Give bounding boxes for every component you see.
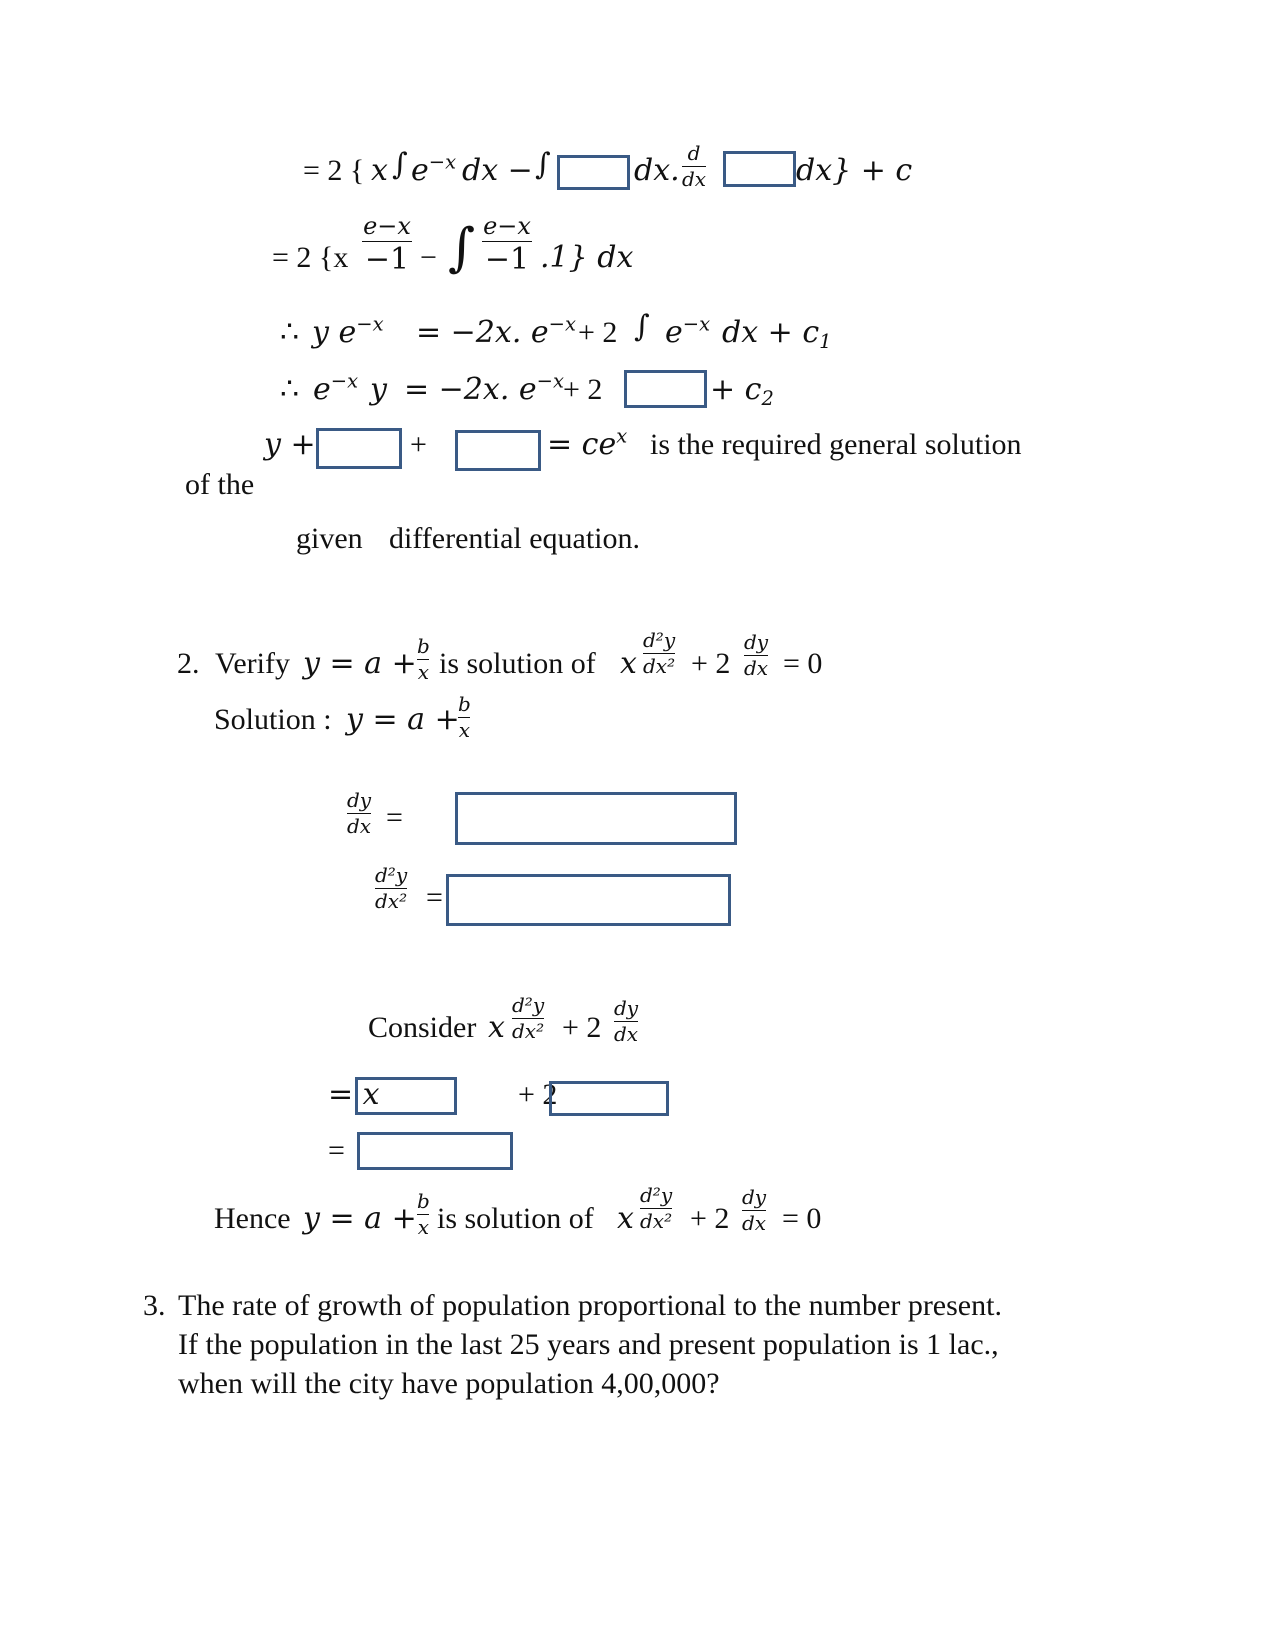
line4-rhs1 xyxy=(404,369,564,407)
solution-label: Solution : xyxy=(214,703,332,736)
first-derivative xyxy=(742,1187,766,1234)
line3-e xyxy=(665,312,711,350)
fraction-numerator: e−x xyxy=(483,212,531,240)
exp-power: −x xyxy=(428,150,457,174)
fraction-denominator: x xyxy=(417,1215,430,1239)
integral-sign: ∫ xyxy=(535,147,551,182)
line3-plus2: + 2 xyxy=(578,316,618,349)
fraction-denominator: x xyxy=(417,660,430,684)
fraction xyxy=(458,694,471,741)
therefore-symbol: ∴ xyxy=(280,316,300,349)
y-equals: y = a + xyxy=(303,1201,417,1236)
answer-box[interactable] xyxy=(455,430,541,471)
answer-box[interactable] xyxy=(355,1077,457,1115)
given-text: given xyxy=(296,522,363,555)
hence-text: Hence xyxy=(214,1202,291,1235)
exp-base: e xyxy=(411,153,429,188)
verify-text: Verify xyxy=(215,647,290,680)
exp-base: e xyxy=(665,315,683,350)
integral-sign: ∫ xyxy=(634,309,650,344)
line2-tail: .1} dx xyxy=(540,240,634,275)
fraction-denominator: dx xyxy=(682,167,707,191)
line1-lead: = 2 { xyxy=(303,154,365,187)
integral-sign: ∫ xyxy=(448,218,476,278)
fraction-denominator: dx² xyxy=(375,889,408,913)
line1-x: x xyxy=(371,153,388,188)
general-solution-text: is the required general solution xyxy=(650,428,1022,461)
first-derivative xyxy=(614,998,638,1045)
line5-rhs xyxy=(547,424,628,462)
fraction-numerator: d xyxy=(687,141,701,165)
line4-plus2: + 2 xyxy=(563,373,603,406)
plus-two: + 2 xyxy=(691,647,731,680)
line2-lead: = 2 {x xyxy=(272,241,349,274)
line3-rhs1 xyxy=(416,312,576,350)
fraction-numerator: b xyxy=(458,692,471,716)
fraction-denominator: x xyxy=(458,718,471,742)
minus-sign: − xyxy=(420,241,437,274)
exp-power: −x xyxy=(682,312,711,336)
fraction-denominator: dx² xyxy=(512,1019,545,1043)
first-derivative xyxy=(744,632,768,679)
fraction-denominator: dx xyxy=(744,656,769,680)
exp-power: −x xyxy=(356,312,384,336)
exp-base: e xyxy=(313,372,331,407)
fraction xyxy=(417,636,430,683)
line4-constant xyxy=(710,372,774,410)
answer-box[interactable] xyxy=(557,155,630,190)
exp-power: −x xyxy=(330,369,359,393)
line1-e xyxy=(411,150,457,188)
line1-tail: dx} + c xyxy=(796,153,913,188)
equals-x: = x xyxy=(328,1077,380,1112)
plus-sign: + xyxy=(410,428,427,461)
plus-two: + 2 xyxy=(562,1011,602,1044)
fraction-numerator: dy xyxy=(744,630,769,654)
second-derivative xyxy=(375,865,407,912)
derivative-operator xyxy=(682,143,706,190)
x-var: x xyxy=(488,1010,505,1045)
fraction-denominator: dx² xyxy=(640,1209,673,1233)
fraction-denominator: dx² xyxy=(643,654,676,678)
rhs-text: dx + c xyxy=(722,315,820,350)
fraction-numerator: d²y xyxy=(640,1183,673,1207)
is-solution-text: is solution of xyxy=(439,647,596,680)
plus-two: + 2 xyxy=(518,1078,558,1111)
question-text-line-2: If the population in the last 25 years and present population is 1 lac., xyxy=(178,1328,999,1361)
line1-dx: dx − xyxy=(462,153,533,188)
solution-y: y = a + xyxy=(346,702,460,737)
x-var: x xyxy=(617,1201,634,1236)
equals-sign: = xyxy=(328,1134,345,1167)
fraction-denominator: dx xyxy=(614,1022,639,1046)
rhs-text: = −2x. e xyxy=(416,315,549,350)
is-solution-text: is solution of xyxy=(437,1202,594,1235)
fraction-numerator: b xyxy=(417,1189,430,1213)
fraction-numerator: e−x xyxy=(363,212,411,240)
of-the-text: of the xyxy=(185,468,255,501)
rhs-text: = ce xyxy=(547,427,617,462)
x-var: x xyxy=(620,646,637,681)
fraction-numerator: d²y xyxy=(512,993,545,1017)
line3-constant xyxy=(722,315,832,353)
line5-y-plus: y + xyxy=(264,427,316,462)
rhs-text: = −2x. e xyxy=(404,372,537,407)
exp-power: −x xyxy=(536,369,564,393)
fraction-denominator: −1 xyxy=(364,242,410,278)
equals-sign: = xyxy=(386,801,403,834)
question-number: 2. xyxy=(177,647,200,680)
fraction xyxy=(482,214,532,276)
differential-equation-text: differential equation. xyxy=(389,522,641,555)
exp-power: x xyxy=(616,424,628,448)
fraction-denominator: dx xyxy=(742,1211,767,1235)
question-text-line-3: when will the city have population 4,00,000? xyxy=(178,1367,720,1400)
second-derivative xyxy=(643,630,675,677)
answer-box[interactable] xyxy=(549,1081,669,1116)
fraction-numerator: b xyxy=(417,634,430,658)
equals-sign: = xyxy=(426,881,443,914)
plus-two: + 2 xyxy=(690,1202,730,1235)
answer-box[interactable] xyxy=(357,1132,513,1170)
line4-lhs xyxy=(313,369,359,407)
consider-text: Consider xyxy=(368,1011,477,1044)
first-derivative xyxy=(347,790,371,837)
answer-box[interactable] xyxy=(624,370,707,408)
fraction-numerator: d²y xyxy=(643,628,676,652)
line1-dx-dot: dx. xyxy=(634,153,680,188)
exp-power: −x xyxy=(548,312,576,336)
subscript: 2 xyxy=(761,386,774,410)
answer-box[interactable] xyxy=(723,151,796,187)
fraction-numerator: d²y xyxy=(375,863,408,887)
fraction-numerator: dy xyxy=(742,1185,767,1209)
fraction-denominator: dx xyxy=(347,814,372,838)
integral-sign: ∫ xyxy=(392,147,408,182)
y-equals: y = a + xyxy=(303,646,417,681)
equals-zero: = 0 xyxy=(783,647,823,680)
question-number: 3. xyxy=(143,1289,166,1322)
second-derivative xyxy=(640,1185,672,1232)
line3-lhs xyxy=(312,312,384,350)
rhs-text: + c xyxy=(710,372,762,407)
second-derivative xyxy=(512,995,544,1042)
fraction xyxy=(362,214,412,276)
subscript: 1 xyxy=(819,329,832,353)
therefore-symbol: ∴ xyxy=(280,373,300,406)
lhs-text: y e xyxy=(312,315,357,350)
fraction-numerator: dy xyxy=(614,996,639,1020)
answer-box[interactable] xyxy=(455,792,737,845)
equals-zero: = 0 xyxy=(782,1202,822,1235)
answer-box[interactable] xyxy=(446,874,731,926)
fraction-denominator: −1 xyxy=(484,242,530,278)
answer-box[interactable] xyxy=(316,428,402,469)
question-text-line-1: The rate of growth of population proportional to the number present. xyxy=(178,1289,1002,1322)
line4-y: y xyxy=(370,372,387,407)
fraction-numerator: dy xyxy=(347,788,372,812)
fraction xyxy=(417,1191,430,1238)
